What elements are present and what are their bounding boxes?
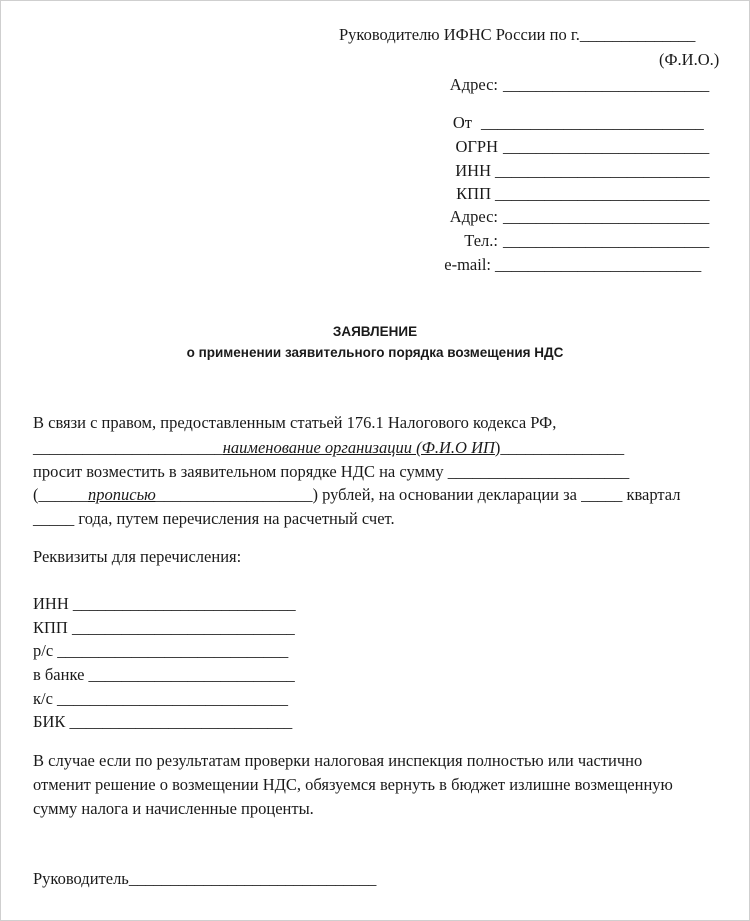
field-blank-address-2[interactable]: _________________________: [503, 207, 710, 226]
field-label-email: e-mail:: [444, 255, 491, 274]
field-label-from: От: [452, 113, 472, 132]
field-blank-address[interactable]: _________________________: [503, 75, 710, 94]
field-blank-phone[interactable]: _________________________: [503, 231, 710, 250]
field-blank-from[interactable]: ___________________________: [481, 113, 704, 132]
field-label-address-2: Адрес:: [449, 207, 498, 226]
field-label-inn: ИНН: [455, 161, 491, 180]
field-blank-inn[interactable]: __________________________: [495, 161, 710, 180]
requisite-inn[interactable]: ИНН ___________________________: [33, 594, 296, 613]
closing-line-1: В случае если по результатам проверки налоговая инспекция полностью или частично: [33, 751, 643, 770]
field-label-phone: Тел.:: [464, 231, 498, 250]
body-line-1: В связи с правом, предоставленным статьей 176.1 Налогового кодекса РФ,: [33, 413, 557, 432]
closing-line-3: сумму налога и начисленные проценты.: [33, 799, 314, 818]
document-subtitle: о применении заявительного порядка возмещения НДС: [186, 345, 564, 360]
body-line-4: [33, 485, 681, 505]
body-line-2: [33, 438, 624, 458]
field-blank-ogrn[interactable]: _________________________: [503, 137, 710, 156]
field-label-address: Адрес:: [449, 75, 498, 94]
body-line-5: _____ года, путем перечисления на расчетный счет.: [33, 509, 395, 528]
org-name-hint: наименование организации (Ф.И.О ИП: [222, 438, 495, 457]
field-blank-kpp[interactable]: __________________________: [495, 184, 710, 203]
requisites-heading: Реквизиты для перечисления:: [33, 547, 242, 566]
field-label-ogrn: ОГРН: [455, 137, 498, 156]
field-blank-email[interactable]: _________________________: [495, 255, 702, 274]
signature-line[interactable]: Руководитель______________________________: [33, 869, 377, 888]
org-blank-pre[interactable]: _______________________: [33, 438, 223, 457]
requisite-bank[interactable]: в банке _________________________: [33, 665, 295, 684]
amount-words-post[interactable]: ___________________) рублей, на основании декларации за _____ квартал: [155, 485, 681, 504]
body-line-3: просит возместить в заявительном порядке НДС на сумму ______________________: [33, 462, 630, 481]
addressee-line: Руководителю ИФНС России по г.______________: [339, 25, 696, 44]
closing-line-2: отменит решение о возмещении НДС, обязуемся вернуть в бюджет излишне возмещенную: [33, 775, 673, 794]
fio-caption: (Ф.И.О.): [659, 50, 720, 69]
org-blank-post[interactable]: )_______________: [494, 438, 625, 457]
requisite-bik[interactable]: БИК ___________________________: [33, 712, 293, 731]
requisite-account[interactable]: р/с ____________________________: [33, 641, 289, 660]
document-title: ЗАЯВЛЕНИЕ: [332, 324, 418, 339]
requisite-kpp[interactable]: КПП ___________________________: [33, 618, 295, 637]
amount-words-open[interactable]: (______: [33, 485, 88, 504]
field-label-kpp: КПП: [456, 184, 491, 203]
requisite-corr-account[interactable]: к/с ____________________________: [33, 689, 289, 708]
amount-words-hint: прописью: [88, 485, 156, 504]
